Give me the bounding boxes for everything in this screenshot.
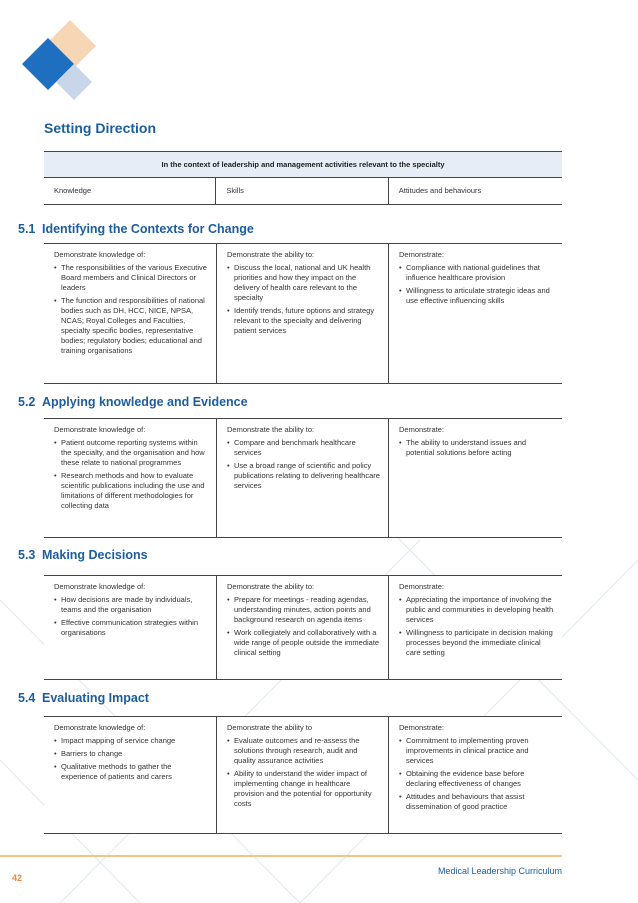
knowledge-column [44, 576, 216, 679]
skills-column [216, 244, 388, 383]
section-title-5-4 [18, 691, 149, 705]
skills-heading: Demonstrate the ability to: [227, 425, 315, 434]
list-item: • Willingness to articulate strategic ideas and use effective influencing skills [399, 286, 554, 306]
attitudes-column [388, 244, 562, 383]
list-item: • How decisions are made by individuals, teams and the organisation [54, 595, 208, 615]
list-item: • Attitudes and behaviours that assist dissemination of good practice [399, 792, 554, 812]
list-item: • Evaluate outcomes and re-assess the solutions through research, audit and quality assurance activities [227, 736, 380, 766]
list-item: • Willingness to participate in decision making processes beyond the immediate clinical care setting [399, 628, 554, 658]
section-number: 5.2 [18, 395, 36, 409]
competency-table-5-4 [44, 716, 562, 834]
section-number: 5.1 [18, 222, 36, 236]
footer-title: Medical Leadership Curriculum [437, 866, 562, 876]
list-item: • The function and responsibilities of national bodies such as DH, HCC, NICE, NPSA, NCAS; Royal Colleges and Faculties, specialty specific bodies, representative bodies; regulatory bodies; educational and training organisations [54, 296, 208, 356]
column-knowledge: Knowledge [54, 186, 92, 195]
knowledge-column [44, 717, 216, 833]
list-item: • Compliance with national guidelines that influence healthcare provision [399, 263, 554, 283]
attitudes-column [388, 419, 562, 537]
context-header: In the context of leadership and management activities relevant to the specialty [44, 151, 562, 178]
attitudes-heading: Demonstrate: [399, 250, 445, 259]
page-number: 42 [12, 873, 23, 883]
attitudes-column [388, 576, 562, 679]
list-item: • Ability to understand the wider impact of implementing change in healthcare provision and the potential for opportunity costs [227, 769, 380, 809]
page-title: Setting Direction [44, 120, 157, 136]
attitudes-heading: Demonstrate: [399, 425, 445, 434]
competency-table-5-2 [44, 418, 562, 538]
list-item: • Commitment to implementing proven improvements in clinical practice and services [399, 736, 554, 766]
list-item: • Patient outcome reporting systems within the specialty, and the organisation and how these relate to national programmes [54, 438, 208, 468]
list-item: • Identify trends, future options and strategy relevant to the specialty and delivering patient services [227, 306, 380, 336]
list-item: • Compare and benchmark healthcare services [227, 438, 380, 458]
skills-heading: Demonstrate the ability to [227, 723, 313, 732]
list-item: • Use a broad range of scientific and policy publications relating to delivering healthcare services [227, 461, 380, 491]
list-item: • Qualitative methods to gather the experience of patients and carers [54, 762, 208, 782]
section-number: 5.4 [18, 691, 36, 705]
section-heading: Making Decisions [42, 548, 148, 562]
list-item: • Effective communication strategies within organisations [54, 618, 208, 638]
competency-table-5-1 [44, 243, 562, 384]
section-title-5-1 [18, 222, 254, 236]
list-item: • The responsibilities of the various Executive Board members and Clinical Directors or leaders [54, 263, 208, 293]
context-columns [44, 178, 562, 205]
context-table [44, 151, 562, 205]
knowledge-heading: Demonstrate knowledge of: [54, 250, 146, 259]
knowledge-column [44, 244, 216, 383]
column-skills: Skills [215, 178, 387, 204]
competency-table-5-3 [44, 575, 562, 680]
list-item: • Work collegiately and collaboratively with a wide range of people outside the immediate clinical setting [227, 628, 380, 658]
section-heading: Applying knowledge and Evidence [42, 395, 248, 409]
attitudes-heading: Demonstrate: [399, 723, 445, 732]
knowledge-heading: Demonstrate knowledge of: [54, 425, 146, 434]
footer-rule [0, 855, 562, 857]
knowledge-column [44, 419, 216, 537]
section-heading: Evaluating Impact [42, 691, 149, 705]
column-attitudes: Attitudes and behaviours [388, 178, 562, 204]
skills-heading: Demonstrate the ability to: [227, 250, 315, 259]
list-item: • Research methods and how to evaluate scientific publications including the use and limitations of different methodologies for collecting data [54, 471, 208, 511]
skills-column [216, 717, 388, 833]
section-title-5-2 [18, 395, 248, 409]
section-heading: Identifying the Contexts for Change [42, 222, 254, 236]
knowledge-heading: Demonstrate knowledge of: [54, 582, 146, 591]
list-item: • Discuss the local, national and UK health priorities and how they impact on the delivery of health care relevant to the specialty [227, 263, 380, 303]
list-item: • Prepare for meetings - reading agendas, understanding minutes, action points and background research on agenda items [227, 595, 380, 625]
section-number: 5.3 [18, 548, 36, 562]
list-item: • Obtaining the evidence base before declaring effectiveness of changes [399, 769, 554, 789]
list-item: • Appreciating the importance of involving the public and communities in developing health services [399, 595, 554, 625]
list-item: • Barriers to change [54, 749, 208, 759]
skills-heading: Demonstrate the ability to: [227, 582, 315, 591]
section-title-5-3 [18, 548, 148, 562]
knowledge-heading: Demonstrate knowledge of: [54, 723, 146, 732]
skills-column [216, 576, 388, 679]
diamond-logo [18, 14, 98, 114]
attitudes-column [388, 717, 562, 833]
list-item: • The ability to understand issues and potential solutions before acting [399, 438, 554, 458]
list-item: • Impact mapping of service change [54, 736, 208, 746]
skills-column [216, 419, 388, 537]
attitudes-heading: Demonstrate: [399, 582, 445, 591]
